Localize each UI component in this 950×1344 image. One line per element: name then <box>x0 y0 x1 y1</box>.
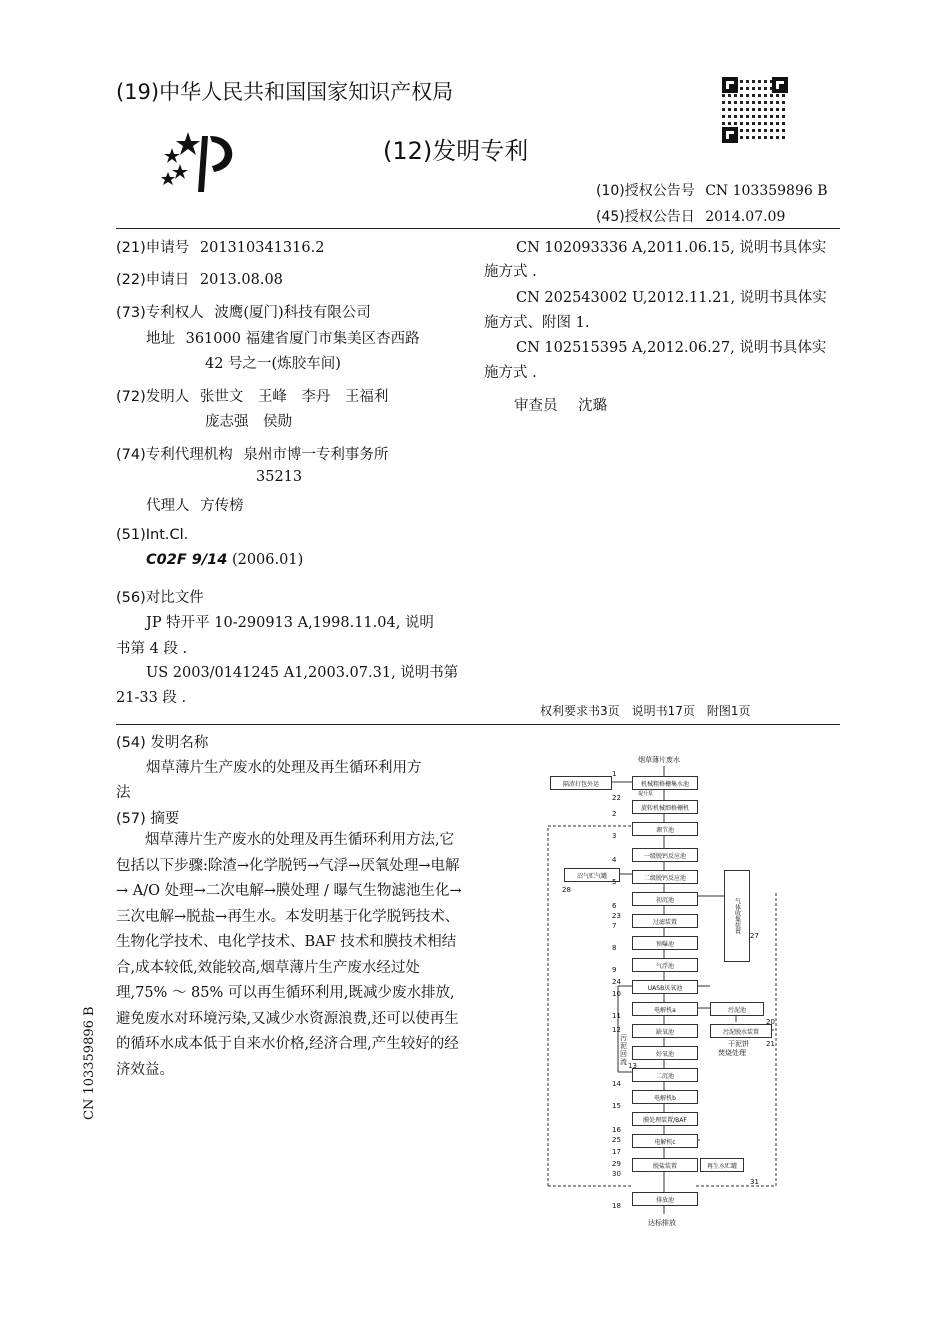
reference-2-line-2: 21-33 段 . <box>116 690 187 706</box>
inventors-line-2: 庞志强 侯勋 <box>205 414 292 430</box>
document-type: (12)发明专利 <box>383 137 529 165</box>
agency-label: (74)专利代理机构 <box>116 447 233 463</box>
box-flotation: 气浮池 <box>632 958 698 972</box>
box-coarse-screen: 机械粗格栅集水池 <box>632 776 698 790</box>
pages-info: 权利要求书3页 说明书17页 附图1页 <box>540 704 751 718</box>
office-name: (19)中华人民共和国国家知识产权局 <box>116 80 454 104</box>
label-dry-cake: 干泥饼 <box>728 1040 749 1048</box>
diagram-input-label: 烟草薄片废水 <box>638 756 680 764</box>
application-date-row <box>116 268 283 289</box>
label-sludge-return: 污泥回流 <box>620 1034 627 1066</box>
header-rule <box>116 228 840 229</box>
box-reuse-tank: 再生水贮罐 <box>700 1158 744 1172</box>
abstract-text: 烟草薄片生产废水的处理及再生循环利用方法,它包括以下步骤:除渣→化学脱钙→气浮→厌氧处理→电解→ A/O 处理→二次电解→膜处理 / 曝气生物滤池生化→三次电解→脱盐→再生水。本发明基于化学脱钙技术、生物化学技术、电化学技术、BAF 技术和膜技术相结合,成本较低,效能较高,烟草薄片生产废水经过处理,75% ～ 85% 可以再生循环利用,既减少废水排放,避免废水对环境污染,又减少水资源浪费,还可以使再生的循环水成本低于自来水价格,经济合理,产生较好的经济效益。 <box>116 832 462 1078</box>
grant-date-label: (45)授权公告日 <box>596 209 695 225</box>
ipc-row <box>146 552 303 568</box>
step-number-1: 1 <box>612 770 617 778</box>
step-number-4: 4 <box>612 856 617 864</box>
box-decalc-1: 一级脱钙反应池 <box>632 848 698 862</box>
step-number-13: 13 <box>628 1062 637 1070</box>
box-fine-screen: 旋转机械细格栅机 <box>632 800 698 814</box>
title-label: (54) 发明名称 <box>116 735 209 751</box>
application-number-row <box>116 236 324 257</box>
inventors-row <box>116 385 388 406</box>
step-number-28: 28 <box>562 886 571 894</box>
application-date: 2013.08.08 <box>199 272 283 288</box>
ipc-version: (2006.01) <box>231 552 304 568</box>
step-number-9: 9 <box>612 966 617 974</box>
grant-number: CN 103359896 B <box>705 183 828 199</box>
reference-3-line-1: CN 102093336 A,2011.06.15, 说明书具体实 <box>516 240 827 256</box>
grant-date: 2014.07.09 <box>705 209 786 225</box>
step-number-22: 22 <box>612 794 621 802</box>
diagram-output-label: 达标排放 <box>648 1219 676 1227</box>
title-line-2: 法 <box>116 785 131 801</box>
reference-4-line-1: CN 202543002 U,2012.11.21, 说明书具体实 <box>516 290 827 306</box>
grant-number-row <box>596 180 828 200</box>
inventors-label: (72)发明人 <box>116 389 190 405</box>
step-number-30: 30 <box>612 1170 621 1178</box>
step-number-10: 10 <box>612 990 621 998</box>
examiner-row <box>514 394 607 415</box>
ipc-code: C02F 9/14 <box>146 552 228 568</box>
qr-code <box>722 77 788 143</box>
box-aerobic: 好氧池 <box>632 1046 698 1060</box>
reference-4-line-2: 施方式、附图 1. <box>484 315 590 331</box>
step-number-17: 17 <box>612 1148 621 1156</box>
inventors-line-1: 张世文 王峰 李丹 王福利 <box>199 389 389 405</box>
reference-3-line-2: 施方式 . <box>484 264 537 280</box>
agent: 方传榜 <box>200 498 244 514</box>
agent-row <box>146 494 244 515</box>
step-number-24: 24 <box>612 978 621 986</box>
step-number-6: 6 <box>612 902 617 910</box>
step-number-25: 25 <box>612 1136 621 1144</box>
examiner: 沈璐 <box>578 398 608 414</box>
references-label: (56)对比文件 <box>116 590 204 606</box>
box-filter: 过滤装置 <box>632 914 698 928</box>
reference-5-line-2: 施方式 . <box>484 365 537 381</box>
box-desalination: 脱盐装置 <box>632 1158 698 1172</box>
agency-row <box>116 443 388 464</box>
patentee-label: (73)专利权人 <box>116 305 204 321</box>
title-line-1: 烟草薄片生产废水的处理及再生循环利用方 <box>146 760 422 776</box>
ipc-label: (51)Int.Cl. <box>116 527 189 543</box>
reference-1-line-2: 书第 4 段 . <box>116 641 188 657</box>
abstract-label: (57) 摘要 <box>116 811 180 827</box>
step-number-27: 27 <box>750 932 759 940</box>
box-slag-disposal: 隔渣打包外运 <box>550 776 612 790</box>
box-biogas-tank: 沼气贮气罐 <box>564 868 620 882</box>
patentee-row <box>116 301 371 322</box>
grant-number-label: (10)授权公告号 <box>596 183 695 199</box>
step-number-5: 5 <box>612 878 617 886</box>
address-row <box>146 327 420 348</box>
step-number-11: 11 <box>612 1012 621 1020</box>
step-number-8: 8 <box>612 944 617 952</box>
step-number-15: 15 <box>612 1102 621 1110</box>
box-electrolyzer-c: 电解机c <box>632 1134 698 1148</box>
application-number: 201310341316.2 <box>199 240 325 256</box>
box-discharge: 排放池 <box>632 1192 698 1206</box>
application-number-label: (21)申请号 <box>116 240 190 256</box>
box-sludge-tank: 污泥池 <box>710 1002 764 1016</box>
side-number: CN 103359896 B <box>82 1006 97 1120</box>
label-incineration: 焚烧处理 <box>718 1049 746 1057</box>
reference-2-line-1: US 2003/0141245 A1,2003.07.31, 说明书第 <box>146 665 459 681</box>
step-number-2: 2 <box>612 810 617 818</box>
examiner-label: 审查员 <box>514 398 558 414</box>
section-rule <box>116 724 840 725</box>
step-number-18: 18 <box>612 1202 621 1210</box>
address-label: 地址 <box>146 331 175 347</box>
box-sludge-dewatering: 污泥脱水装置 <box>710 1024 772 1038</box>
agency-code: 35213 <box>256 469 303 485</box>
box-uasb: UASB厌氧池 <box>632 980 698 994</box>
box-pre-aeration: 预曝池 <box>632 936 698 950</box>
box-membrane-baf: 膜处理装置/BAF <box>632 1112 698 1126</box>
address-line-1: 361000 福建省厦门市集美区杏西路 <box>185 331 420 347</box>
box-decalc-2: 二级脱钙反应池 <box>632 870 698 884</box>
reference-5-line-1: CN 102515395 A,2012.06.27, 说明书具体实 <box>516 340 827 356</box>
box-equalization: 调节池 <box>632 822 698 836</box>
process-flow-diagram <box>540 752 790 1230</box>
step-number-31: 31 <box>750 1178 759 1186</box>
step-number-23: 23 <box>612 912 621 920</box>
step-number-29: 29 <box>612 1160 621 1168</box>
box-electrolyzer-a: 电解机a <box>632 1002 698 1016</box>
label-pump: 提升泵 <box>638 791 654 797</box>
step-number-7: 7 <box>612 922 617 930</box>
application-date-label: (22)申请日 <box>116 272 190 288</box>
box-primary-settling: 初沉池 <box>632 892 698 906</box>
box-secondary-settling: 二沉池 <box>632 1068 698 1082</box>
agent-label: 代理人 <box>146 498 190 514</box>
agency: 泉州市博一专利事务所 <box>243 447 389 463</box>
reference-1-line-1: JP 特开平 10-290913 A,1998.11.04, 说明 <box>146 615 434 631</box>
step-number-16: 16 <box>612 1126 621 1134</box>
office-logo <box>158 128 242 196</box>
address-line-2: 42 号之一(炼胶车间) <box>205 356 341 372</box>
grant-date-row <box>596 206 785 226</box>
patentee: 波鹰(厦门)科技有限公司 <box>214 305 371 321</box>
step-number-12: 12 <box>612 1026 621 1034</box>
box-electrolyzer-b: 电解机b <box>632 1090 698 1104</box>
box-anoxic: 缺氧池 <box>632 1024 698 1038</box>
step-number-14: 14 <box>612 1080 621 1088</box>
step-number-21: 21 <box>766 1040 775 1048</box>
step-number-3: 3 <box>612 832 617 840</box>
step-number-20: 20 <box>766 1018 775 1026</box>
box-gas-collection: 气体收集装置 <box>724 870 750 962</box>
